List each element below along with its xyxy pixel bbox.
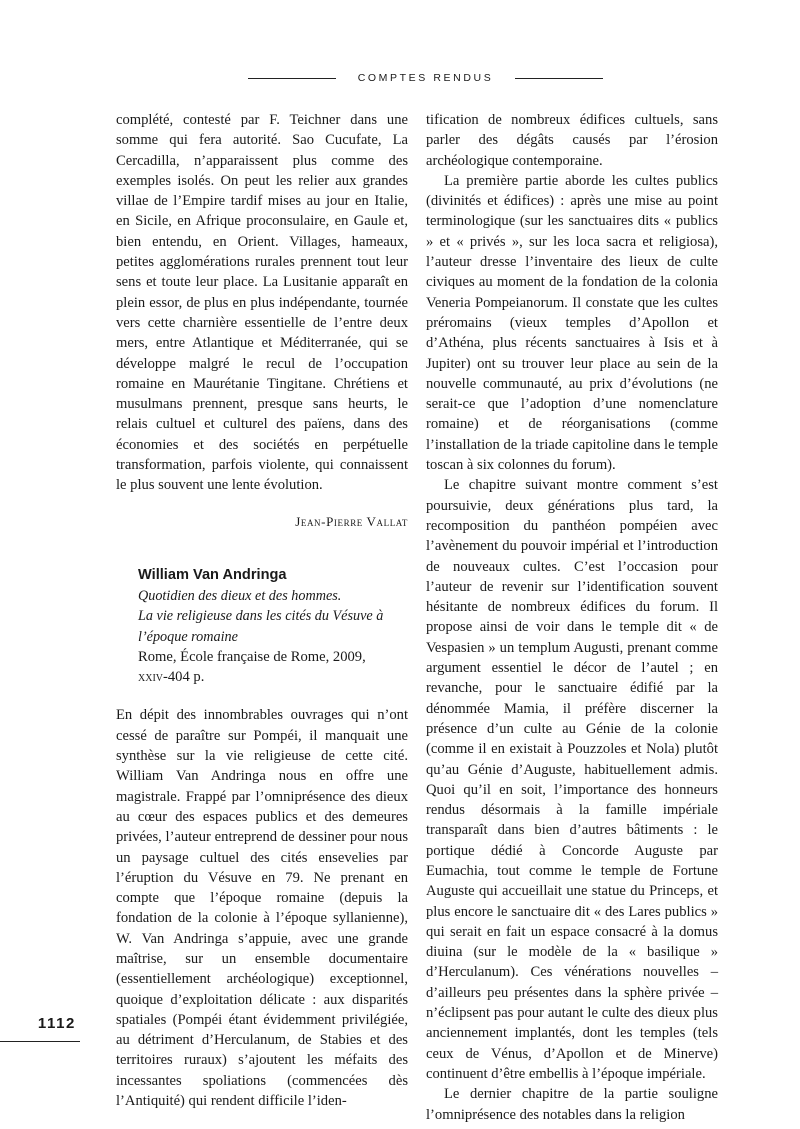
book-pages [138,667,408,687]
review-paragraph-1: En dépit des innombrables ouvrages qui n’ont cessé de paraître sur Pompéi, il manquait une synthèse sur la vie religieuse de cette cité. William Van Andringa nous en offre une magistrale. Frappé par l’omniprésence des dieux au cœur des espaces publics et des demeures privées, l’auteur entreprend de dessiner pour nous un paysage cultuel des cités ensevelies par l’éruption du Vésuve en 79. Ne prenant en compte que l’époque romaine (depuis la fondation de la colonie à l’époque syllanienne), W. Van Andringa s’appuie, avec une grande maîtrise, sur un ensemble documentaire (essentiellement archéologique) exceptionnel, quoique d’exploitation délicate : aux disparités spatiales (Pompéi étant évidemment privilégiée, au détriment d’Herculanum, de Stabies et des territoires ruraux) s’ajoutent les méfaits des incessantes spoliations (commencées dès l’Antiquité) qui rendent difficile l’iden- [116,707,408,1110]
reviewer-signature: Jean-Pierre Vallat [295,513,408,529]
page-number-block [0,1015,80,1042]
header-rule-right [515,78,603,79]
book-pages-roman: xxiv [138,669,163,686]
book-author: William Van Andringa [138,566,287,583]
book-subtitle: La vie religieuse dans les cités du Vésuve à l’époque romaine [138,608,384,645]
book-pages-count: -404 p. [163,669,205,686]
review-paragraph-3: Le chapitre suivant montre comment s’est poursuivie, deux générations plus tard, la recomposition du panthéon pompéien avec l’avènement du pouvoir impérial et l’introduction de nouveaux cultes. C’est l’occasion pour l’auteur de revenir sur l’identification souvent hésitante de nombreux édifices du forum. Il propose ainsi de voir dans le temple dit « de Vespasien » un templum Augusti, prenant comme argument essentiel le décor de l’autel ; en revanche, pour le sanctuaire édifié par la dénommée Mamia, il préfère discerner la présence d’un culte au Génie de la colonie (comme il en existait à Pouzzoles et Nola) plutôt qu’au Génie d’Auguste, habituellement admis. Quoi qu’il en soit, l’importance des honneurs rendus désormais à la famille impériale transparaît dans bien d’autres bâtiments : le portique dédié à Concorde Auguste par Eumachia, tout comme le temple de Fortune Auguste qui accueillait une statue du Princeps, et plus encore le sanctuaire dit « des Lares publics » qui serait en fait un espace consacré à la domus diuina (sur le modèle de la « basilique » d’Herculanum). Ces vénérations nouvelles – d’ailleurs peu présentes dans la sphère privée – n’éclipsent pas pour autant le culte des dieux plus anciennement implantés, dont les temples (tels ceux de Vénus, d’Apollon et de Minerve) continuent d’être embellis à l’époque impériale. [426,477,718,1082]
right-column [426,110,718,1125]
running-title: COMPTES RENDUS [357,72,494,84]
review-paragraph-2: La première partie aborde les cultes publics (divinités et édifices) : après une mise au point terminologique (sur les sanctuaires dits « publics » et « privés », sur les loca sacra et religiosa), l’auteur dresse l’inventaire des lieux de culte civiques au moment de la fondation de la colonia Veneria Pompeianorum. Il constate que les cultes préromains (vieux temples d’Apollon et d’Athéna, plus récents sanctuaires à Isis et à Jupiter) ont su trouver leur place au sein de la nouvelle communauté, au prix d’évolutions (ne serait-ce que l’adoption d’une nomenclature romaine) et de réorganisations (comme l’installation de la triade capitoline dans le temple toscan à six colonnes du forum). [426,172,718,474]
running-head [248,68,603,88]
review-paragraph-4: Le dernier chapitre de la partie souligne l’omniprésence des notables dans la religion [426,1086,718,1123]
header-rule-left [248,78,336,79]
book-title: Quotidien des dieux et des hommes. [138,587,342,604]
review-heading [138,565,408,687]
page-number: 1112 [37,1015,76,1032]
continued-paragraph: complété, contesté par F. Teichner dans une somme qui fera autorité. Sao Cucufate, La Cercadilla, n’apparaissent plus comme des exemples isolés. On peut les relier aux grandes villae de l’Empire tardif mises au jour en Italie, en Sicile, en Afrique proconsulaire, en Gaule et, bien entendu, en Orient. Villages, hameaux, petites agglomérations rurales prennent tout leur sens et toute leur place. La Lusitanie apparaît en plein essor, de plus en plus indépendante, tournée vers cette charnière essentielle de l’entre deux mers, entre Atlantique et Méditerranée, qui se développe malgré le recul de l’occupation romaine en Maurétanie Tingitane. Chrétiens et musulmans prennent, presque sans heurts, le relais cultuel et culturel des païens, dans des économies et des sociétés en perpétuelle transformation, parfois violente, qui connaissent le plus souvent une lente évolution. [116,112,408,494]
left-column [116,110,408,1111]
book-publisher: Rome, École française de Rome, 2009, [138,648,366,665]
review-paragraph-1-end: tification de nombreux édifices cultuels, sans parler des dégâts causés par l’érosion archéologique contemporaine. [426,112,718,169]
